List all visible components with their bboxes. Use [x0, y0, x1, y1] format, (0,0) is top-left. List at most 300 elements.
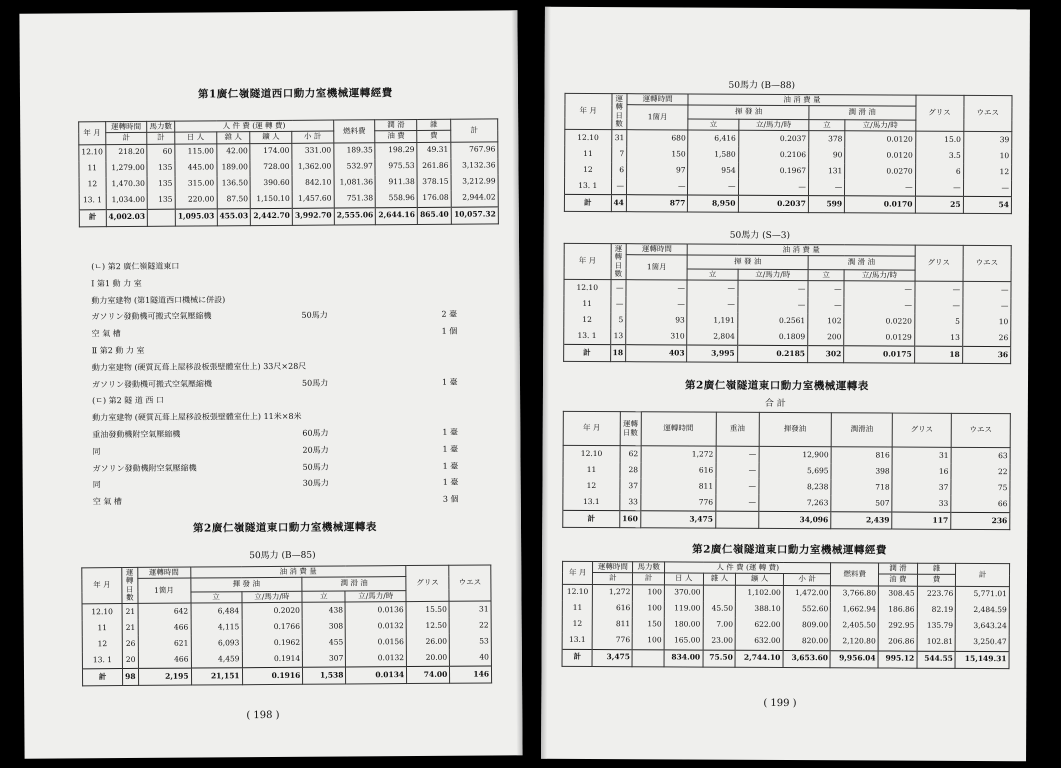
col-gasoline: 揮發油 — [759, 412, 832, 446]
total-cell: 15,149.31 — [955, 651, 1009, 668]
equipment-line — [91, 377, 458, 390]
row-label: 13. 1 — [564, 178, 611, 195]
unit-l: 立 — [190, 591, 241, 603]
equipment-power: 50馬力 — [301, 310, 328, 321]
table-cell: 15.50 — [406, 601, 449, 618]
table-cell: 0.2106 — [738, 147, 808, 163]
table-cell: 552.60 — [783, 601, 831, 617]
table-cell: 131 — [808, 163, 844, 179]
table-cell: — — [962, 298, 1010, 314]
total-cell: 74.00 — [407, 666, 450, 683]
table-cell: 189.35 — [334, 142, 376, 159]
total-row — [79, 206, 498, 226]
equipment-text: Ⅰ 第1 動 力 室 — [91, 278, 142, 289]
table-cell: 911.38 — [375, 174, 417, 190]
total-cell — [715, 511, 758, 528]
table-cell: 0.0129 — [844, 329, 914, 346]
total-cell: 0.1916 — [242, 667, 303, 684]
table-cell: 558.96 — [376, 190, 418, 207]
row-label: 13.1 — [563, 494, 620, 511]
table-cell: 22 — [951, 464, 1010, 480]
table-cell: — — [687, 280, 737, 297]
table4-operation — [563, 243, 1012, 364]
table-cell: 102.81 — [917, 634, 956, 651]
table2-title: 第2廣仁嶺隧道東口動力室機械運轉表 — [192, 521, 377, 535]
table-cell: 398 — [831, 463, 892, 479]
row-label: 12.10 — [563, 445, 620, 462]
equipment-text: 空 氣 槽 — [91, 329, 121, 339]
row-label: 11 — [82, 620, 122, 636]
col-days: 運轉日數 — [611, 94, 627, 130]
table-cell: 1,191 — [687, 312, 737, 328]
table-cell: 642 — [138, 603, 191, 620]
col-lub: 潤 滑 — [879, 563, 918, 574]
table-cell: 0.0156 — [346, 634, 407, 650]
table-cell: 135 — [147, 192, 175, 209]
table-cell: 751.38 — [334, 191, 376, 208]
col-gasoline: 揮 發 油 — [688, 255, 809, 269]
table-cell: 842.10 — [292, 175, 334, 191]
table-cell: 60 — [147, 144, 175, 161]
table-cell: 0.2037 — [738, 130, 808, 147]
table-cell: — — [963, 180, 1011, 197]
table-cell: 6,093 — [191, 635, 242, 651]
table-cell: 1,662.94 — [831, 602, 879, 618]
col-labor-1: 日 人 — [175, 132, 217, 144]
equipment-quantity: 1 臺 — [442, 427, 459, 437]
table-cell: 2,120.80 — [831, 634, 879, 651]
col-lubricant: 潤滑油 — [831, 413, 892, 447]
table-cell: 28 — [620, 462, 641, 478]
total-cell: 544.55 — [917, 651, 956, 668]
total-cell: 2,439 — [831, 512, 892, 529]
table-cell: — — [914, 298, 962, 314]
table-cell: — — [688, 178, 738, 195]
table-cell: 26 — [122, 636, 138, 652]
equipment-line — [92, 427, 459, 441]
table-cell: 63 — [951, 447, 1010, 464]
table-cell: 7,263 — [758, 495, 830, 512]
total-cell: 2,744.10 — [735, 650, 783, 667]
equipment-text: 重油發動機附空氣壓縮機 — [92, 429, 181, 440]
total-cell: 2,195 — [138, 668, 191, 685]
total-cell: 455.03 — [217, 208, 251, 225]
table-cell: 90 — [809, 147, 845, 163]
total-label: 計 — [562, 649, 592, 666]
total-cell: 995.12 — [878, 650, 917, 667]
total-label: 計 — [563, 510, 620, 527]
col-days: 運轉日數 — [620, 412, 641, 446]
table-cell: — — [737, 280, 807, 297]
table-cell: 119.00 — [664, 601, 703, 617]
col-total: 計 — [451, 119, 498, 142]
table-cell: 0.1914 — [242, 651, 303, 668]
col-hours: 運轉時間 — [626, 244, 688, 256]
table1-title: 第1廣仁嶺隧道西口動力室機械運轉經費 — [197, 87, 393, 101]
col-waste: ウエス — [963, 245, 1012, 281]
total-cell: 44 — [611, 195, 627, 212]
table-cell: 87.50 — [217, 192, 251, 209]
col-per-month: 1箇月 — [137, 578, 190, 603]
col-hours: 運轉時間 — [641, 412, 716, 446]
equipment-quantity: 1 臺 — [442, 478, 459, 488]
table-cell: 23.00 — [703, 633, 736, 650]
table-cell: 680 — [627, 130, 689, 147]
table-cell: 5,695 — [759, 463, 831, 479]
col-lubricant: 潤 滑 油 — [808, 256, 915, 270]
equipment-line — [91, 310, 458, 323]
equipment-power: 20馬力 — [302, 445, 329, 455]
row-label: 12 — [564, 312, 611, 328]
row-label: 11 — [565, 146, 612, 162]
table-cell: — — [610, 280, 626, 297]
col-labor: 人 件 費 (運 轉 費) — [175, 120, 334, 132]
table-cell: 308 — [302, 618, 345, 634]
table-cell: 20 — [122, 652, 138, 669]
table-cell: 2,484.59 — [956, 602, 1010, 618]
total-cell: 25 — [915, 196, 963, 213]
table-cell: 3,212.99 — [451, 174, 498, 190]
total-cell: 0.0134 — [346, 667, 407, 684]
table-cell: 16 — [892, 464, 951, 480]
row-label: 12 — [565, 162, 612, 178]
total-cell: 36 — [962, 346, 1010, 363]
table-cell: 954 — [688, 162, 738, 178]
equipment-text: 空 氣 槽 — [92, 497, 122, 507]
total-label: 計 — [564, 344, 611, 361]
table-cell: — — [687, 296, 737, 312]
table-cell: 62 — [620, 446, 641, 463]
table-cell: 0.0120 — [845, 147, 915, 163]
col-grease: グリス — [406, 565, 449, 601]
unit-l: 立 — [808, 269, 844, 280]
table-cell: 308.45 — [878, 585, 917, 602]
total-cell: 8,950 — [688, 195, 738, 212]
col-misc-sub: 費 — [917, 574, 956, 585]
total-cell: 2,555.06 — [334, 207, 376, 224]
equipment-text: ガソリン發動機可搬式空氣壓縮機 — [91, 379, 213, 389]
table-cell: 31 — [611, 130, 627, 147]
table-cell: 40 — [450, 649, 492, 666]
table-cell: 0.1967 — [738, 163, 808, 179]
equipment-line — [91, 261, 179, 273]
table-cell: 10 — [962, 314, 1010, 330]
page-number: ( 198 ) — [246, 709, 280, 722]
table-cell: 135.79 — [917, 618, 956, 634]
table-cell: — — [610, 296, 626, 312]
equipment-line — [92, 494, 459, 507]
total-cell: 2,442.70 — [251, 208, 293, 225]
table-cell: 13 — [610, 328, 626, 345]
row-label: 12.10 — [564, 279, 611, 296]
col-labor: 人 件 費 (運 轉 費) — [664, 562, 831, 574]
total-row — [82, 666, 491, 686]
table-cell: 5 — [914, 314, 962, 330]
col-heavy-oil: 重油 — [716, 412, 759, 446]
table-cell: 466 — [138, 652, 191, 669]
table-cell: 0.1766 — [242, 619, 303, 635]
table-cell: 718 — [831, 479, 892, 495]
table-cell: 0.1962 — [242, 635, 303, 651]
table5-title: 第2廣仁嶺隧道東口動力室機械運轉表 — [684, 379, 869, 393]
equipment-text: 同 — [92, 480, 101, 490]
equipment-line — [91, 294, 225, 306]
table-cell: 102 — [808, 313, 844, 329]
col-hours: 運轉時間 — [137, 567, 190, 579]
table-cell: 292.95 — [878, 618, 917, 634]
col-hp: 馬力數 — [633, 562, 665, 573]
table-cell: 388.10 — [736, 601, 784, 617]
table-cell: 10 — [963, 148, 1011, 164]
unit-l-hp-h: 立/馬力/時 — [845, 120, 915, 132]
table-cell: 22 — [449, 617, 491, 633]
table5-total-operation — [562, 411, 1011, 530]
total-label: 計 — [79, 209, 106, 226]
table-cell: 1,034.00 — [106, 192, 148, 209]
col-labor-4: 小 計 — [292, 131, 334, 143]
col-grease: グリス — [892, 413, 951, 447]
table-cell: 176.08 — [417, 190, 451, 207]
table-cell: — — [626, 280, 688, 297]
table-cell: — — [716, 463, 759, 479]
total-label: 計 — [82, 669, 122, 686]
table-cell: 261.86 — [417, 158, 451, 174]
table-cell: 6,416 — [688, 130, 738, 147]
col-labor-2: 雜 人 — [216, 132, 250, 143]
col-waste: ウエス — [963, 95, 1012, 131]
table-cell: 21 — [122, 620, 138, 636]
table6-title: 第2廣仁嶺隧道東口動力室機械運轉經費 — [692, 543, 887, 557]
total-cell: 599 — [808, 196, 844, 213]
table-cell: 198.29 — [375, 142, 417, 159]
table-cell: 135 — [147, 160, 175, 176]
equipment-text: 動力室建物 (硬質瓦葺上屋移設板張壁體室仕上) 11米×8米 — [92, 411, 302, 423]
table-cell: — — [844, 281, 914, 298]
table-cell: 1,470.30 — [106, 176, 148, 192]
row-label: 12 — [562, 616, 592, 632]
table-cell: 975.53 — [375, 158, 417, 174]
total-cell: 117 — [892, 512, 951, 529]
table-cell: 45.50 — [703, 601, 736, 617]
equipment-line — [92, 444, 459, 457]
table-cell: 31 — [449, 601, 491, 618]
equipment-text: 同 — [92, 446, 101, 457]
equipment-line — [92, 411, 301, 423]
row-label: 11 — [564, 296, 611, 312]
table-cell: — — [844, 297, 914, 313]
table-cell: 307 — [303, 650, 346, 667]
unit-l-hp-h: 立/馬力/時 — [738, 119, 808, 131]
equipment-quantity: 1 臺 — [441, 377, 458, 387]
row-label: 11 — [79, 161, 106, 177]
table-cell: 776 — [640, 494, 715, 511]
table-cell: — — [716, 479, 759, 495]
table-cell: 37 — [620, 478, 641, 494]
total-cell: 403 — [626, 345, 688, 362]
total-cell: 3,995 — [687, 345, 737, 362]
table-cell: 438 — [302, 602, 345, 619]
table-cell: 466 — [138, 620, 191, 636]
col-labor-3: 鑛 人 — [250, 132, 292, 144]
table-cell: 0.0120 — [845, 131, 915, 148]
table-cell: 1,272 — [641, 446, 716, 463]
table-cell: 1,580 — [688, 146, 738, 162]
equipment-line — [92, 395, 164, 407]
table-cell: 767.96 — [451, 141, 498, 158]
table-cell: 0.0132 — [346, 618, 407, 634]
table-cell: 21 — [122, 603, 138, 620]
table-cell: 100 — [633, 584, 665, 601]
col-misc: 雜 — [417, 119, 451, 130]
table-cell: 33 — [892, 496, 951, 513]
table-cell: 75 — [951, 480, 1010, 496]
total-cell: 34,096 — [758, 511, 830, 528]
total-cell: 3,653.60 — [783, 650, 831, 667]
total-cell: 877 — [626, 195, 688, 212]
table-cell: 33 — [620, 494, 641, 511]
table-cell: 0.0270 — [845, 163, 915, 179]
table-cell: 370.00 — [664, 584, 703, 601]
table1-operating-cost — [78, 118, 499, 226]
col-oil-consumption: 油 消 費 量 — [190, 566, 406, 579]
table-cell: 135 — [147, 176, 175, 192]
table-cell: 7 — [611, 146, 627, 162]
equipment-line — [92, 345, 145, 356]
table-cell: 310 — [626, 328, 688, 345]
equipment-line — [92, 478, 459, 491]
total-row — [562, 649, 1009, 668]
total-cell: 4,002.03 — [106, 209, 148, 226]
col-lub: 潤 滑 — [375, 119, 417, 131]
table-cell: 2,405.50 — [831, 618, 879, 634]
total-cell: 1,538 — [303, 667, 346, 684]
table-cell: 3,132.36 — [451, 158, 498, 174]
table-cell: 12 — [963, 164, 1011, 180]
table-cell: — — [737, 297, 807, 313]
page-edge-shadow — [511, 10, 522, 755]
table-cell: 616 — [593, 600, 633, 616]
table-cell: 97 — [627, 162, 689, 178]
table-cell: 8,238 — [759, 479, 831, 495]
table-cell: 6 — [611, 162, 627, 178]
row-label: 11 — [562, 600, 592, 616]
col-hp-sub: 計 — [633, 573, 665, 584]
col-oil-consumption: 油 消 費 量 — [688, 244, 915, 256]
table-cell: 3,766.80 — [831, 585, 879, 602]
table6-operating-cost — [562, 561, 1011, 669]
table-cell: 6 — [915, 164, 963, 180]
row-label: 12.10 — [565, 129, 612, 146]
total-cell: 3,475 — [592, 649, 632, 666]
table-cell: 616 — [641, 462, 716, 478]
table-cell: 26.00 — [406, 634, 449, 650]
col-hours: 運轉時間 — [593, 561, 633, 572]
table-cell: 180.00 — [664, 617, 703, 633]
table-cell: 4,115 — [191, 619, 242, 635]
row-label: 12.10 — [79, 144, 106, 161]
total-cell: 236 — [951, 512, 1010, 529]
table-cell: 206.86 — [878, 634, 917, 651]
equipment-quantity: 1 臺 — [442, 461, 459, 471]
table4-subtitle: 50馬力 (S—3) — [729, 230, 791, 242]
page-edge-shadow — [541, 7, 551, 759]
total-cell — [148, 209, 176, 226]
table-cell: 621 — [138, 636, 191, 652]
col-lub-sub: 油 費 — [879, 574, 918, 585]
left-page — [19, 10, 522, 758]
col-ym: 年 月 — [562, 561, 592, 584]
table-cell: 1,457.60 — [292, 191, 334, 208]
equipment-power: 60馬力 — [302, 428, 329, 438]
table-cell: 1,272 — [593, 584, 633, 601]
table-cell: 93 — [626, 312, 688, 328]
col-total: 計 — [956, 563, 1010, 586]
table-cell: 507 — [831, 495, 892, 512]
row-label: 12.10 — [82, 604, 122, 621]
table-cell: 15.0 — [915, 131, 963, 148]
table-cell: 455 — [303, 634, 346, 650]
table-cell: 5,771.01 — [956, 586, 1010, 603]
table-cell: 223.76 — [917, 586, 956, 603]
equipment-text: 動力室建物 (第1隧道西口機械に併設) — [91, 294, 226, 305]
col-hours-sub: 計 — [105, 133, 147, 145]
row-label: 13. 1 — [79, 193, 106, 210]
table-cell: 5 — [610, 312, 626, 328]
table-cell: — — [808, 281, 844, 298]
table-cell: 12.50 — [406, 618, 449, 634]
equipment-text: ガソリン發動機附空氣壓縮機 — [92, 463, 197, 473]
table-cell: 1,472.00 — [783, 585, 831, 602]
table-cell: 632.00 — [735, 633, 783, 650]
unit-l-hp-h: 立/馬力/時 — [738, 269, 808, 281]
table-cell: 0.2561 — [737, 313, 807, 329]
col-hp: 馬力數 — [147, 121, 175, 132]
total-cell: 75.50 — [703, 650, 736, 667]
table-cell: 811 — [640, 478, 715, 494]
table-cell: 115.00 — [175, 143, 217, 160]
col-oil-consumption: 油 消 費 量 — [688, 94, 915, 106]
table-cell: 445.00 — [175, 160, 217, 176]
table3-operation — [564, 93, 1013, 214]
col-labor-3: 鑛 人 — [736, 573, 784, 584]
total-cell: 2,644.16 — [376, 207, 418, 224]
total-cell: 10,057.32 — [451, 206, 498, 223]
equipment-line — [92, 461, 459, 474]
table2-operation — [81, 564, 492, 686]
col-lubricant: 潤 滑 油 — [302, 577, 406, 591]
total-cell: 146 — [450, 666, 492, 683]
col-grease: グリス — [915, 245, 963, 281]
table-cell: 1,081.36 — [334, 175, 376, 191]
col-waste: ウエス — [951, 413, 1010, 447]
total-cell: 3,475 — [640, 511, 715, 528]
total-cell: 54 — [963, 196, 1011, 213]
equipment-text: (ㄷ) 第2 隧 道 西 口 — [92, 396, 164, 406]
table-cell: 7.00 — [703, 617, 736, 633]
table-cell: 4,459 — [191, 651, 242, 668]
table-cell: 12,900 — [759, 446, 831, 463]
table-cell: 776 — [592, 632, 632, 649]
total-cell: 302 — [808, 346, 844, 363]
total-cell: 834.00 — [664, 649, 703, 666]
table-cell — [703, 585, 736, 602]
table-cell: 189.00 — [216, 160, 250, 176]
total-cell: 3,992.70 — [292, 208, 334, 225]
table-cell: 100 — [633, 601, 665, 617]
col-ym: 年 月 — [565, 93, 612, 129]
table5-subtitle: 合 計 — [764, 398, 786, 410]
col-grease: グリス — [915, 95, 963, 131]
